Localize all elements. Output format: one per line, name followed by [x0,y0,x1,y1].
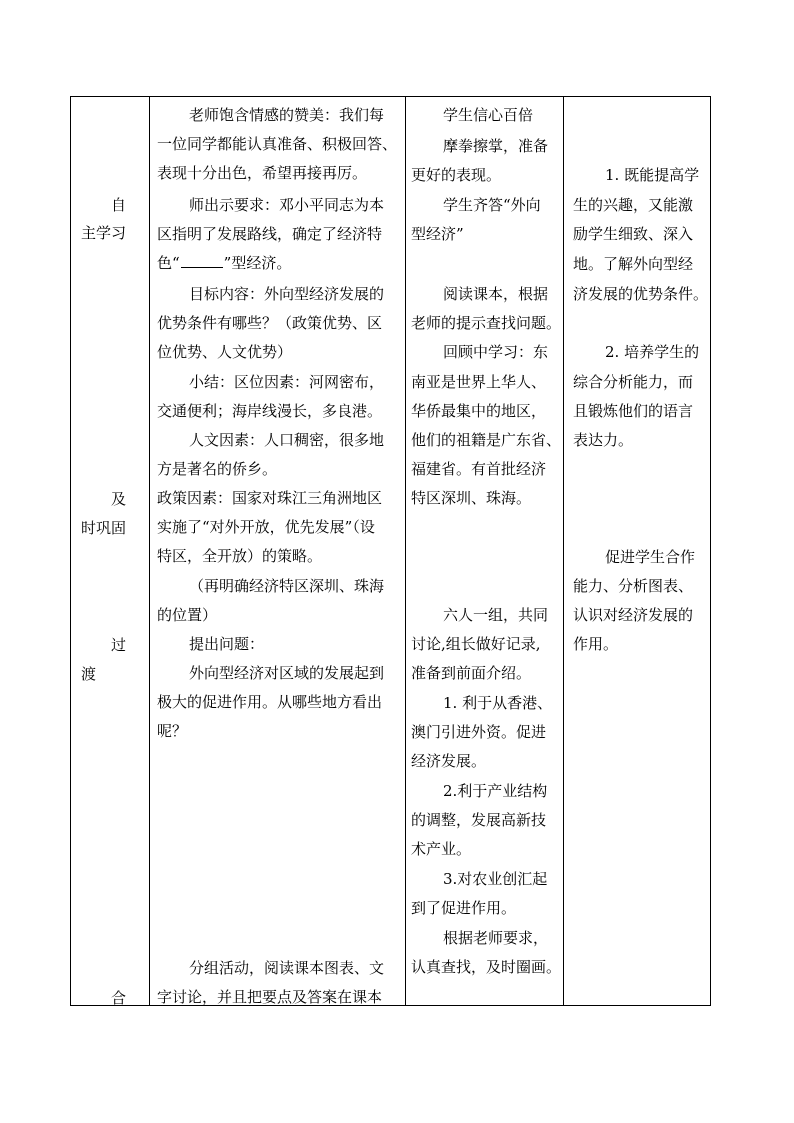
student-text-line: 摩拳擦掌，准备 [443,137,549,155]
teacher-text-fragment: ”型经济。 [223,254,292,272]
student-text-line: 阅读课本，根据 [443,285,549,303]
student-text-line: 到了促进作用。 [411,899,517,917]
intent-text-line: 1. 既能提高学 [605,166,700,184]
intent-text-line: 作用。 [573,635,619,653]
section-label: 时巩固 [81,519,127,537]
teacher-text-line: 小结：区位因素：河网密布， [189,373,385,391]
student-text-line: 更好的表现。 [411,166,502,184]
intent-text-line: 济发展的优势条件。 [573,285,709,303]
intent-text-line: 促进学生合作 [605,548,696,566]
intent-text-line: 励学生细致、深入 [573,225,694,243]
teacher-text-line: 老师饱含情感的赞美：我们每 [189,106,385,124]
student-text-line: 南亚是世界上华人、 [411,373,547,391]
teacher-text-line: 提出问题： [189,635,265,653]
fill-in-line [157,253,291,273]
lesson-plan-table [70,96,711,1006]
teacher-text-line: 特区，全开放）的策略。 [157,547,323,565]
intent-text-line: 综合分析能力，而 [573,373,694,391]
student-text-line: 准备到前面介绍。 [411,664,532,682]
student-text-line: 特区深圳、珠海。 [411,489,532,507]
teacher-text-line: 目标内容：外向型经济发展的 [189,285,385,303]
intent-text-line: 生的兴趣，又能激 [573,196,694,214]
teacher-text-line: 区指明了发展路线，确定了经济特 [157,225,383,243]
student-text-line: 福建省。有首批经济 [411,460,547,478]
answer-blank [181,253,223,268]
student-text-line: 3.对农业创汇起 [443,870,548,888]
student-text-line: 经济发展。 [411,752,487,770]
teacher-text-line: 一位同学都能认真准备、积极回答、 [157,135,398,153]
student-text-line: 华侨最集中的地区， [411,402,547,420]
student-text-line: 2.利于产业结构 [443,782,548,800]
student-text-line: 澳门引进外资。促进 [411,723,547,741]
student-text-line: 六人一组，共同 [443,606,549,624]
teacher-text-line: 外向型经济对区域的发展起到 [189,664,385,682]
column-divider [563,97,564,1005]
teacher-text-line: 方是著名的侨乡。 [157,460,278,478]
teacher-text-line: 师出示要求：邓小平同志为本 [189,196,385,214]
teacher-text-line: 位优势、人文优势） [157,343,293,361]
student-text-line: 1. 利于从香港、 [443,694,553,712]
section-label: 合 [111,989,127,1007]
teacher-text-line: 表现十分出色，希望再接再厉。 [157,164,368,182]
student-text-line: 学生齐答“外向 [443,196,541,214]
intent-text-line: 地。了解外向型经 [573,255,694,273]
teacher-text-line: 政策因素：国家对珠江三角洲地区 [157,489,383,507]
student-text-line: 的调整，发展高新技 [411,811,547,829]
intent-text-line: 表达力。 [573,431,634,449]
intent-text-line: 能力、分析图表、 [573,577,694,595]
section-label: 主学习 [81,224,127,242]
column-divider [149,97,150,1005]
teacher-text-line: 交通便利；海岸线漫长，多良港。 [157,402,383,420]
student-text-line: 老师的提示查找问题。 [411,314,562,332]
intent-text-line: 且锻炼他们的语言 [573,402,694,420]
teacher-text-line: 分组活动，阅读课本图表、文 [189,959,385,977]
student-text-line: 讨论,组长做好记录, [411,635,541,653]
teacher-text-line: 呢？ [157,722,188,740]
teacher-text-line: （再明确经济特区深圳、珠海 [189,577,385,595]
teacher-text-line: 的位置） [157,606,218,624]
teacher-text-line: 优势条件有哪些？（政策优势、区 [157,314,383,332]
intent-text-line: 2. 培养学生的 [605,343,700,361]
teacher-text-line: 极大的促进作用。从哪些地方看出 [157,693,383,711]
column-divider [405,97,406,1005]
student-text-line: 回顾中学习：东 [443,343,549,361]
teacher-text-line: 人文因素：人口稠密，很多地 [189,431,385,449]
teacher-text-fragment: 色“ [157,254,180,272]
student-text-line: 型经济” [411,225,464,243]
student-text-line: 学生信心百倍 [443,106,534,124]
section-label: 及 [111,490,127,508]
section-label: 过 [111,636,127,654]
section-label: 自 [111,196,127,214]
student-text-line: 根据老师要求， [443,929,549,947]
teacher-text-line: 实施了“对外开放，优先发展”（设 [157,518,375,536]
intent-text-line: 认识对经济发展的 [573,606,694,624]
section-label: 渡 [81,665,97,683]
teacher-text-line: 字讨论，并且把要点及答案在课本 [157,988,383,1006]
student-text-line: 认真查找，及时圈画。 [411,958,562,976]
student-text-line: 他们的祖籍是广东省、 [411,431,562,449]
student-text-line: 术产业。 [411,840,472,858]
